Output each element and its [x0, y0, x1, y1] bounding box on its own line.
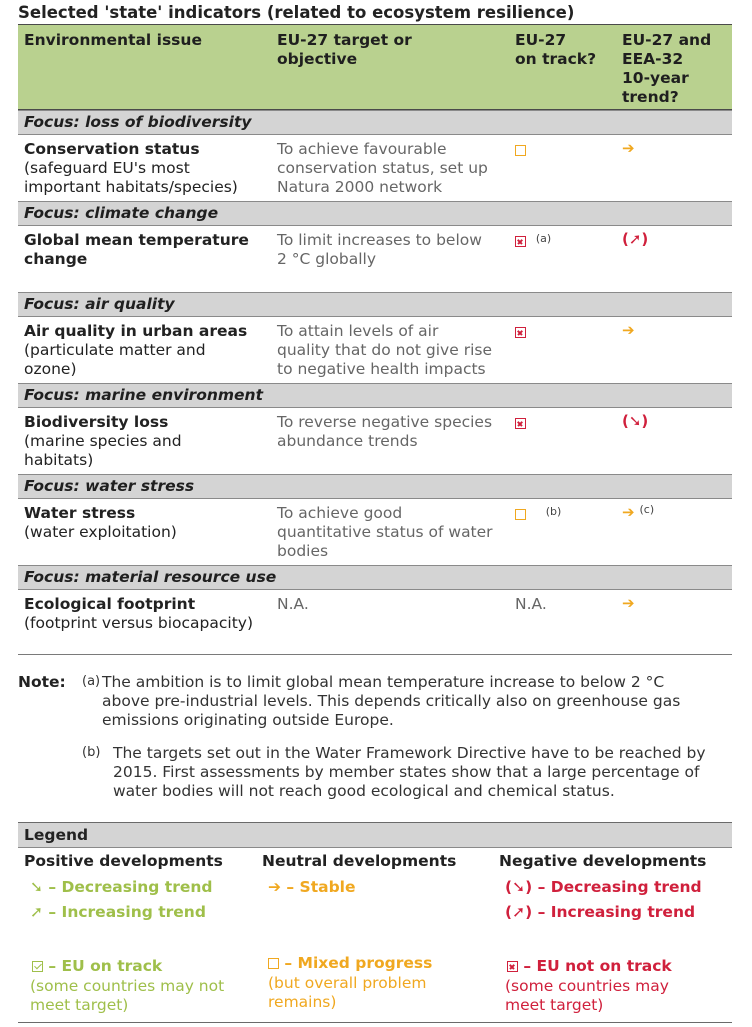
trend-stable [622, 139, 635, 157]
trend-negative-increasing [622, 230, 648, 248]
stable-arrow-icon: ➔ [622, 321, 635, 339]
legend-positive-decreasing: ➘ – Decreasing trend [30, 878, 213, 896]
focus-row-air-quality: Focus: air quality [18, 292, 732, 317]
target-marine: To reverse negative species abundance trends [277, 413, 493, 450]
status-not-on-track [515, 323, 526, 341]
target-climate: To limit increases to below 2 °C globally [277, 231, 482, 268]
note-b-marker: (b) [82, 745, 101, 760]
table-title: Selected 'state' indicators (related to ecosystem resilience) [18, 3, 575, 22]
status-na: N.A. [515, 595, 547, 613]
header-environmental-issue: Environmental issue [24, 31, 202, 49]
table-bottom-rule [18, 654, 732, 655]
issue-biodiversity-loss: Biodiversity loss (marine species and habitats) [24, 413, 182, 469]
trend-stable [622, 594, 635, 612]
mixed-progress-icon [515, 509, 526, 520]
focus-row-material-resource: Focus: material resource use [18, 565, 732, 590]
not-on-track-icon [515, 236, 526, 247]
increasing-arrow-icon: (➚) [505, 903, 533, 921]
issue-global-temperature: Global mean temperature change [24, 231, 249, 268]
legend-bottom-rule [18, 1022, 732, 1023]
negative-increasing-arrow-icon: (➚) [622, 230, 649, 248]
not-on-track-icon [507, 961, 518, 972]
negative-decreasing-arrow-icon: (➘) [622, 412, 649, 430]
mixed-progress-icon [268, 958, 279, 969]
legend-neutral-heading: Neutral developments [262, 852, 457, 870]
target-footprint: N.A. [277, 595, 309, 613]
stable-arrow-icon: ➔ [268, 878, 281, 896]
legend-negative-decreasing: (➘) – Decreasing trend [505, 878, 702, 896]
trend-negative-decreasing [622, 412, 648, 430]
issue-conservation-status: Conservation status (safeguard EU's most important habitats/species) [24, 140, 238, 196]
legend-positive-heading: Positive developments [24, 852, 223, 870]
note-a-text: The ambition is to limit global mean temperature increase to below 2 °C above pre-industrial levels. This depends critically also on greenhouse gas emissions originating outside Europe. [102, 673, 681, 729]
status-mixed-progress: (b) [515, 505, 561, 523]
header-on-track: EU-27 on track? [515, 31, 597, 68]
legend-on-track-note: (some countries may not meet target) [30, 977, 225, 1014]
legend-mixed-progress: – Mixed progress [268, 954, 432, 972]
stable-arrow-icon: ➔ [622, 503, 635, 521]
legend-mixed-note: (but overall problem remains) [268, 974, 427, 1011]
stable-arrow-icon: ➔ [622, 594, 635, 612]
status-not-on-track: (a) [515, 232, 551, 250]
stable-arrow-icon: ➔ [622, 139, 635, 157]
legend-negative-increasing: (➚) – Increasing trend [505, 903, 696, 921]
not-on-track-icon [515, 418, 526, 429]
issue-ecological-footprint: Ecological footprint (footprint versus biocapacity) [24, 595, 253, 632]
trend-stable [622, 321, 635, 339]
issue-air-quality: Air quality in urban areas (particulate matter and ozone) [24, 322, 248, 378]
trend-stable: ➔ $^{(c)}$ [622, 503, 655, 521]
legend-neutral-stable: ➔ – Stable [268, 878, 356, 896]
legend-negative-heading: Negative developments [499, 852, 707, 870]
header-trend: EU-27 and EEA-32 10-year trend? [622, 31, 712, 106]
target-air-quality: To attain levels of air quality that do not give rise to negative health impacts [277, 322, 492, 378]
header-target: EU-27 target or objective [277, 31, 412, 68]
legend-not-on-track-note: (some countries may meet target) [505, 977, 669, 1014]
decreasing-arrow-icon: ➘ [30, 878, 43, 896]
focus-row-marine: Focus: marine environment [18, 383, 732, 408]
status-mixed-progress [515, 141, 526, 159]
focus-row-water-stress: Focus: water stress [18, 474, 732, 499]
legend-not-on-track: – EU not on track [507, 957, 672, 975]
focus-row-climate: Focus: climate change [18, 201, 732, 226]
on-track-icon [32, 961, 43, 972]
legend-on-track: – EU on track [32, 957, 162, 975]
decreasing-arrow-icon: (➘) [505, 878, 533, 896]
target-water: To achieve good quantitative status of water bodies [277, 504, 493, 560]
increasing-arrow-icon: ➚ [30, 903, 43, 921]
focus-row-biodiversity: Focus: loss of biodiversity [18, 110, 732, 135]
legend-header: Legend [18, 822, 732, 848]
note-label: Note: [18, 673, 66, 691]
status-not-on-track [515, 414, 526, 432]
note-a-marker: (a) [82, 674, 101, 689]
not-on-track-icon [515, 327, 526, 338]
issue-water-stress: Water stress (water exploitation) [24, 504, 177, 541]
target-conservation: To achieve favourable conservation status, set up Natura 2000 network [277, 140, 488, 196]
mixed-progress-icon [515, 145, 526, 156]
legend-positive-increasing: ➚ – Increasing trend [30, 903, 206, 921]
note-b-text: The targets set out in the Water Framework Directive have to be reached by 2015. First assessments by member states show that a large percentage of water bodies will not reach good ecological and chemical status. [113, 744, 706, 800]
